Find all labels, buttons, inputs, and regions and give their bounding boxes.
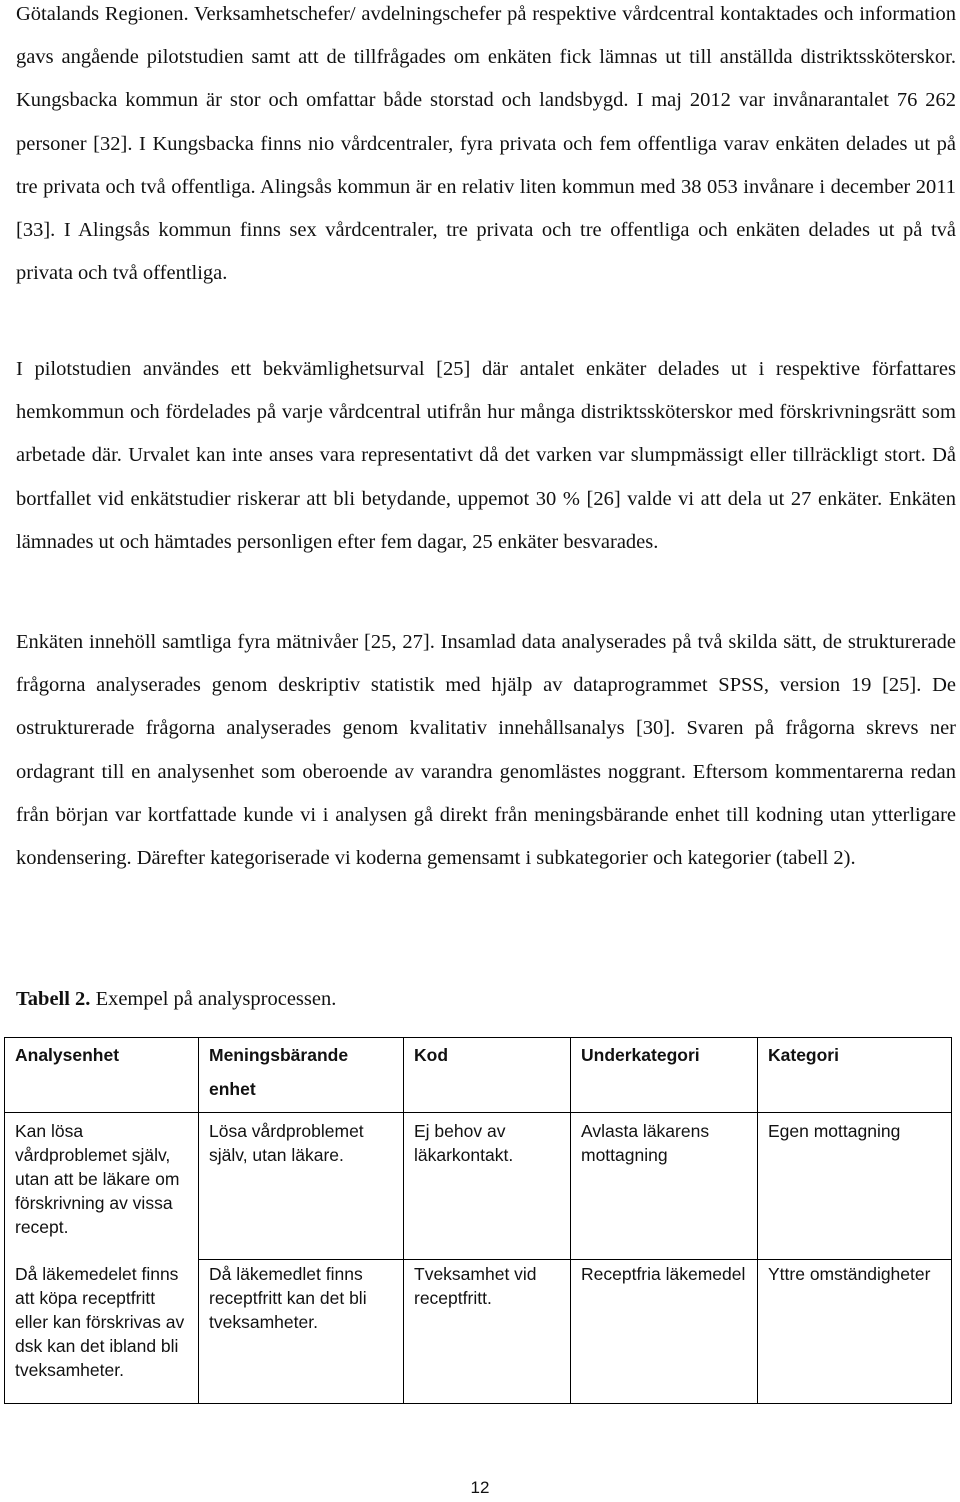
table-row xyxy=(5,1113,952,1260)
paragraph-2: I pilotstudien användes ett bekvämlighetsurval [25] där antalet enkäter delades ut i respektive författares hemkommun och fördelades på varje vårdcentral utifrån hur många distriktssköterskor med förskrivningsrätt som arbetade där. Urvalet kan inte anses vara representativt då det varken var slumpmässigt eller tillräckligt stort. Då bortfallet vid enkätstudier riskerar att bli betydande, uppemot 30 % [26] valde vi att dela ut 27 enkäter. Enkäten lämnades ut och hämtades personligen efter fem dagar, 25 enkäter besvarades. xyxy=(16,358,956,553)
header-analysenhet: Analysenhet xyxy=(5,1038,199,1113)
cell-kategori: Egen mottagning xyxy=(758,1113,952,1260)
cell-analysenhet: Kan lösa vårdproblemet själv, utan att be läkare om förskrivning av vissa recept. xyxy=(5,1113,199,1260)
cell-kategori: Yttre omständigheter xyxy=(758,1260,952,1404)
table-caption-label: Tabell 2. xyxy=(16,988,91,1010)
cell-meningsbarande-enhet: Lösa vårdproblemet själv, utan läkare. xyxy=(199,1113,404,1260)
table-row xyxy=(5,1260,952,1404)
paragraph-3: Enkäten innehöll samtliga fyra mätnivåer [25, 27]. Insamlad data analyserades på två skilda sätt, de strukturerade frågorna analyserades genom deskriptiv statistik med hjälp av dataprogrammet SPSS, version 19 [25]. De ostrukturerade frågorna analyserades genom kvalitativ innehållsanalys [30]. Svaren på frågorna skrevs ner ordagrant till en analysenhet som oberoende av varandra genomlästes noggrant. Eftersom kommentarerna redan från början var kortfattade kunde vi i analysen gå direkt från meningsbärande enhet till kodning utan ytterligare kondensering. Därefter kategoriserade vi koderna gemensamt i subkategorier och kategorier (tabell 2). xyxy=(16,631,956,870)
cell-analysenhet: Då läkemedelet finns att köpa receptfritt eller kan förskrivas av dsk kan det ibland bli tveksamheter. xyxy=(5,1260,199,1404)
table-header-row xyxy=(5,1038,952,1113)
table-caption xyxy=(16,978,916,1021)
paragraph-1: Götalands Regionen. Verksamhetschefer/ avdelningschefer på respektive vårdcentral kontaktades och information gavs angående pilotstudien samt att de tillfrågades om enkäten fick lämnas ut till anställda distriktssköterskor. Kungsbacka kommun är stor och omfattar både storstad och landsbygd. I maj 2012 var invånarantalet 76 262 personer [32]. I Kungsbacka finns nio vårdcentraler, fyra privata och fem offentliga varav enkäten delades ut på tre privata och två offentliga. Alingsås kommun är en relativ liten kommun med 38 053 invånare i december 2011 [33]. I Alingsås kommun finns sex vårdcentraler, tre privata och tre offentliga och enkäten delades ut på två privata och två offentliga. xyxy=(16,3,956,285)
header-underkategori: Underkategori xyxy=(571,1038,758,1113)
cell-kod: Tveksamhet vid receptfritt. xyxy=(404,1260,571,1404)
cell-meningsbarande-enhet: Då läkemedlet finns receptfritt kan det bli tveksamheter. xyxy=(199,1260,404,1404)
cell-kod: Ej behov av läkarkontakt. xyxy=(404,1113,571,1260)
page-number: 12 xyxy=(470,1478,490,1497)
header-kod: Kod xyxy=(404,1038,571,1113)
analysis-table xyxy=(4,1037,952,1404)
table-caption-text: Exempel på analysprocessen. xyxy=(90,988,337,1010)
cell-underkategori: Receptfria läkemedel xyxy=(571,1260,758,1404)
header-meningsbarande-enhet: Meningsbärande enhet xyxy=(199,1038,404,1113)
header-kategori: Kategori xyxy=(758,1038,952,1113)
cell-underkategori: Avlasta läkarens mottagning xyxy=(571,1113,758,1260)
